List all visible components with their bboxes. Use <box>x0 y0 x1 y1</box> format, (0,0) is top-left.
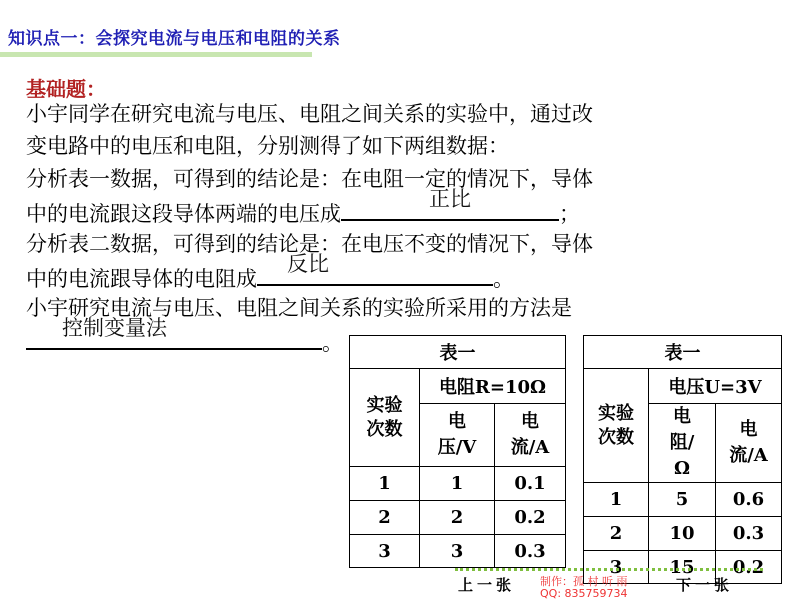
table2-row-header <box>584 369 649 483</box>
table1-col-current-text: 电流/A <box>510 411 550 458</box>
data-table-1 <box>349 335 566 568</box>
paragraph-line-4 <box>26 187 580 230</box>
table2-cell: 2 <box>584 517 649 551</box>
answer-2: 反比 <box>287 252 329 276</box>
credit-qq: QQ: 835759734 <box>540 587 628 600</box>
paragraph-line-7: 小宇研究电流与电压、电阻之间关系的实验所采用的方法是 <box>26 296 572 320</box>
next-slide-button[interactable]: 下一张 <box>676 576 734 594</box>
answer-blank-2 <box>257 252 493 286</box>
page-header-title: 知识点一：会探究电流与电压和电阻的关系 <box>8 29 341 49</box>
table2-group-header: 电压U=3V <box>649 369 782 404</box>
table-row <box>584 517 782 551</box>
table2-col-current <box>716 404 782 483</box>
table1-col-current <box>495 404 566 467</box>
question-3-end: 。 <box>322 331 343 355</box>
table1-title: 表一 <box>350 336 566 369</box>
data-table-2 <box>583 335 782 584</box>
paragraph-line-6 <box>26 252 514 295</box>
table2-cell: 0.2 <box>716 551 782 584</box>
table2-col-resistance-text: 电阻/Ω <box>669 406 695 479</box>
table2-col-resistance <box>649 404 716 483</box>
table1-row-header-text: 实验次数 <box>366 394 403 440</box>
table2-row-header-text: 实验次数 <box>597 402 634 448</box>
table1-cell: 0.3 <box>495 535 566 568</box>
prev-slide-button[interactable]: 上一张 <box>458 576 516 594</box>
footer-divider <box>455 568 763 571</box>
table2-cell: 1 <box>584 483 649 517</box>
answer-3: 控制变量法 <box>62 316 167 340</box>
paragraph-line-5: 分析表二数据，可得到的结论是：在电压不变的情况下，导体 <box>26 232 593 256</box>
header-underline <box>0 52 312 57</box>
table1-cell: 1 <box>420 467 495 501</box>
table1-cell: 0.2 <box>495 501 566 535</box>
paragraph-line-3: 分析表一数据，可得到的结论是：在电阻一定的情况下，导体 <box>26 167 593 191</box>
table1-col-voltage <box>420 404 495 467</box>
table1-col-voltage-text: 电压/V <box>437 411 477 458</box>
table-row <box>350 501 566 535</box>
table2-cell: 10 <box>649 517 716 551</box>
table2-cell: 0.3 <box>716 517 782 551</box>
table2-cell: 5 <box>649 483 716 517</box>
table-row <box>584 483 782 517</box>
answer-blank-1 <box>341 187 559 221</box>
answer-1: 正比 <box>429 187 471 211</box>
table1-cell: 2 <box>420 501 495 535</box>
question-1-text: 中的电流跟这段导体两端的电压成 <box>26 202 341 226</box>
paragraph-line-1: 小宇同学在研究电流与电压、电阻之间关系的实验中，通过改 <box>26 102 593 126</box>
question-1-end: ； <box>559 202 580 226</box>
paragraph-line-8 <box>26 316 343 359</box>
question-2-text: 中的电流跟导体的电阻成 <box>26 267 257 291</box>
table1-cell: 3 <box>350 535 420 568</box>
table-row <box>350 535 566 568</box>
table2-cell: 0.6 <box>716 483 782 517</box>
table2-title: 表一 <box>584 336 782 369</box>
table1-row-header <box>350 369 420 467</box>
section-title: 基础题： <box>26 77 106 101</box>
table-row <box>350 467 566 501</box>
table1-group-header: 电阻R=10Ω <box>420 369 566 404</box>
table2-cell: 3 <box>584 551 649 584</box>
answer-blank-3 <box>26 316 322 350</box>
question-2-end: 。 <box>493 267 514 291</box>
credit-maker: 制作：孤 村 听 雨 <box>540 575 628 588</box>
table2-col-current-text: 电流/A <box>729 419 768 466</box>
table1-cell: 0.1 <box>495 467 566 501</box>
paragraph-line-2: 变电路中的电压和电阻，分别测得了如下两组数据： <box>26 134 509 158</box>
table2-cell: 15 <box>649 551 716 584</box>
table1-cell: 2 <box>350 501 420 535</box>
table1-cell: 3 <box>420 535 495 568</box>
table1-cell: 1 <box>350 467 420 501</box>
